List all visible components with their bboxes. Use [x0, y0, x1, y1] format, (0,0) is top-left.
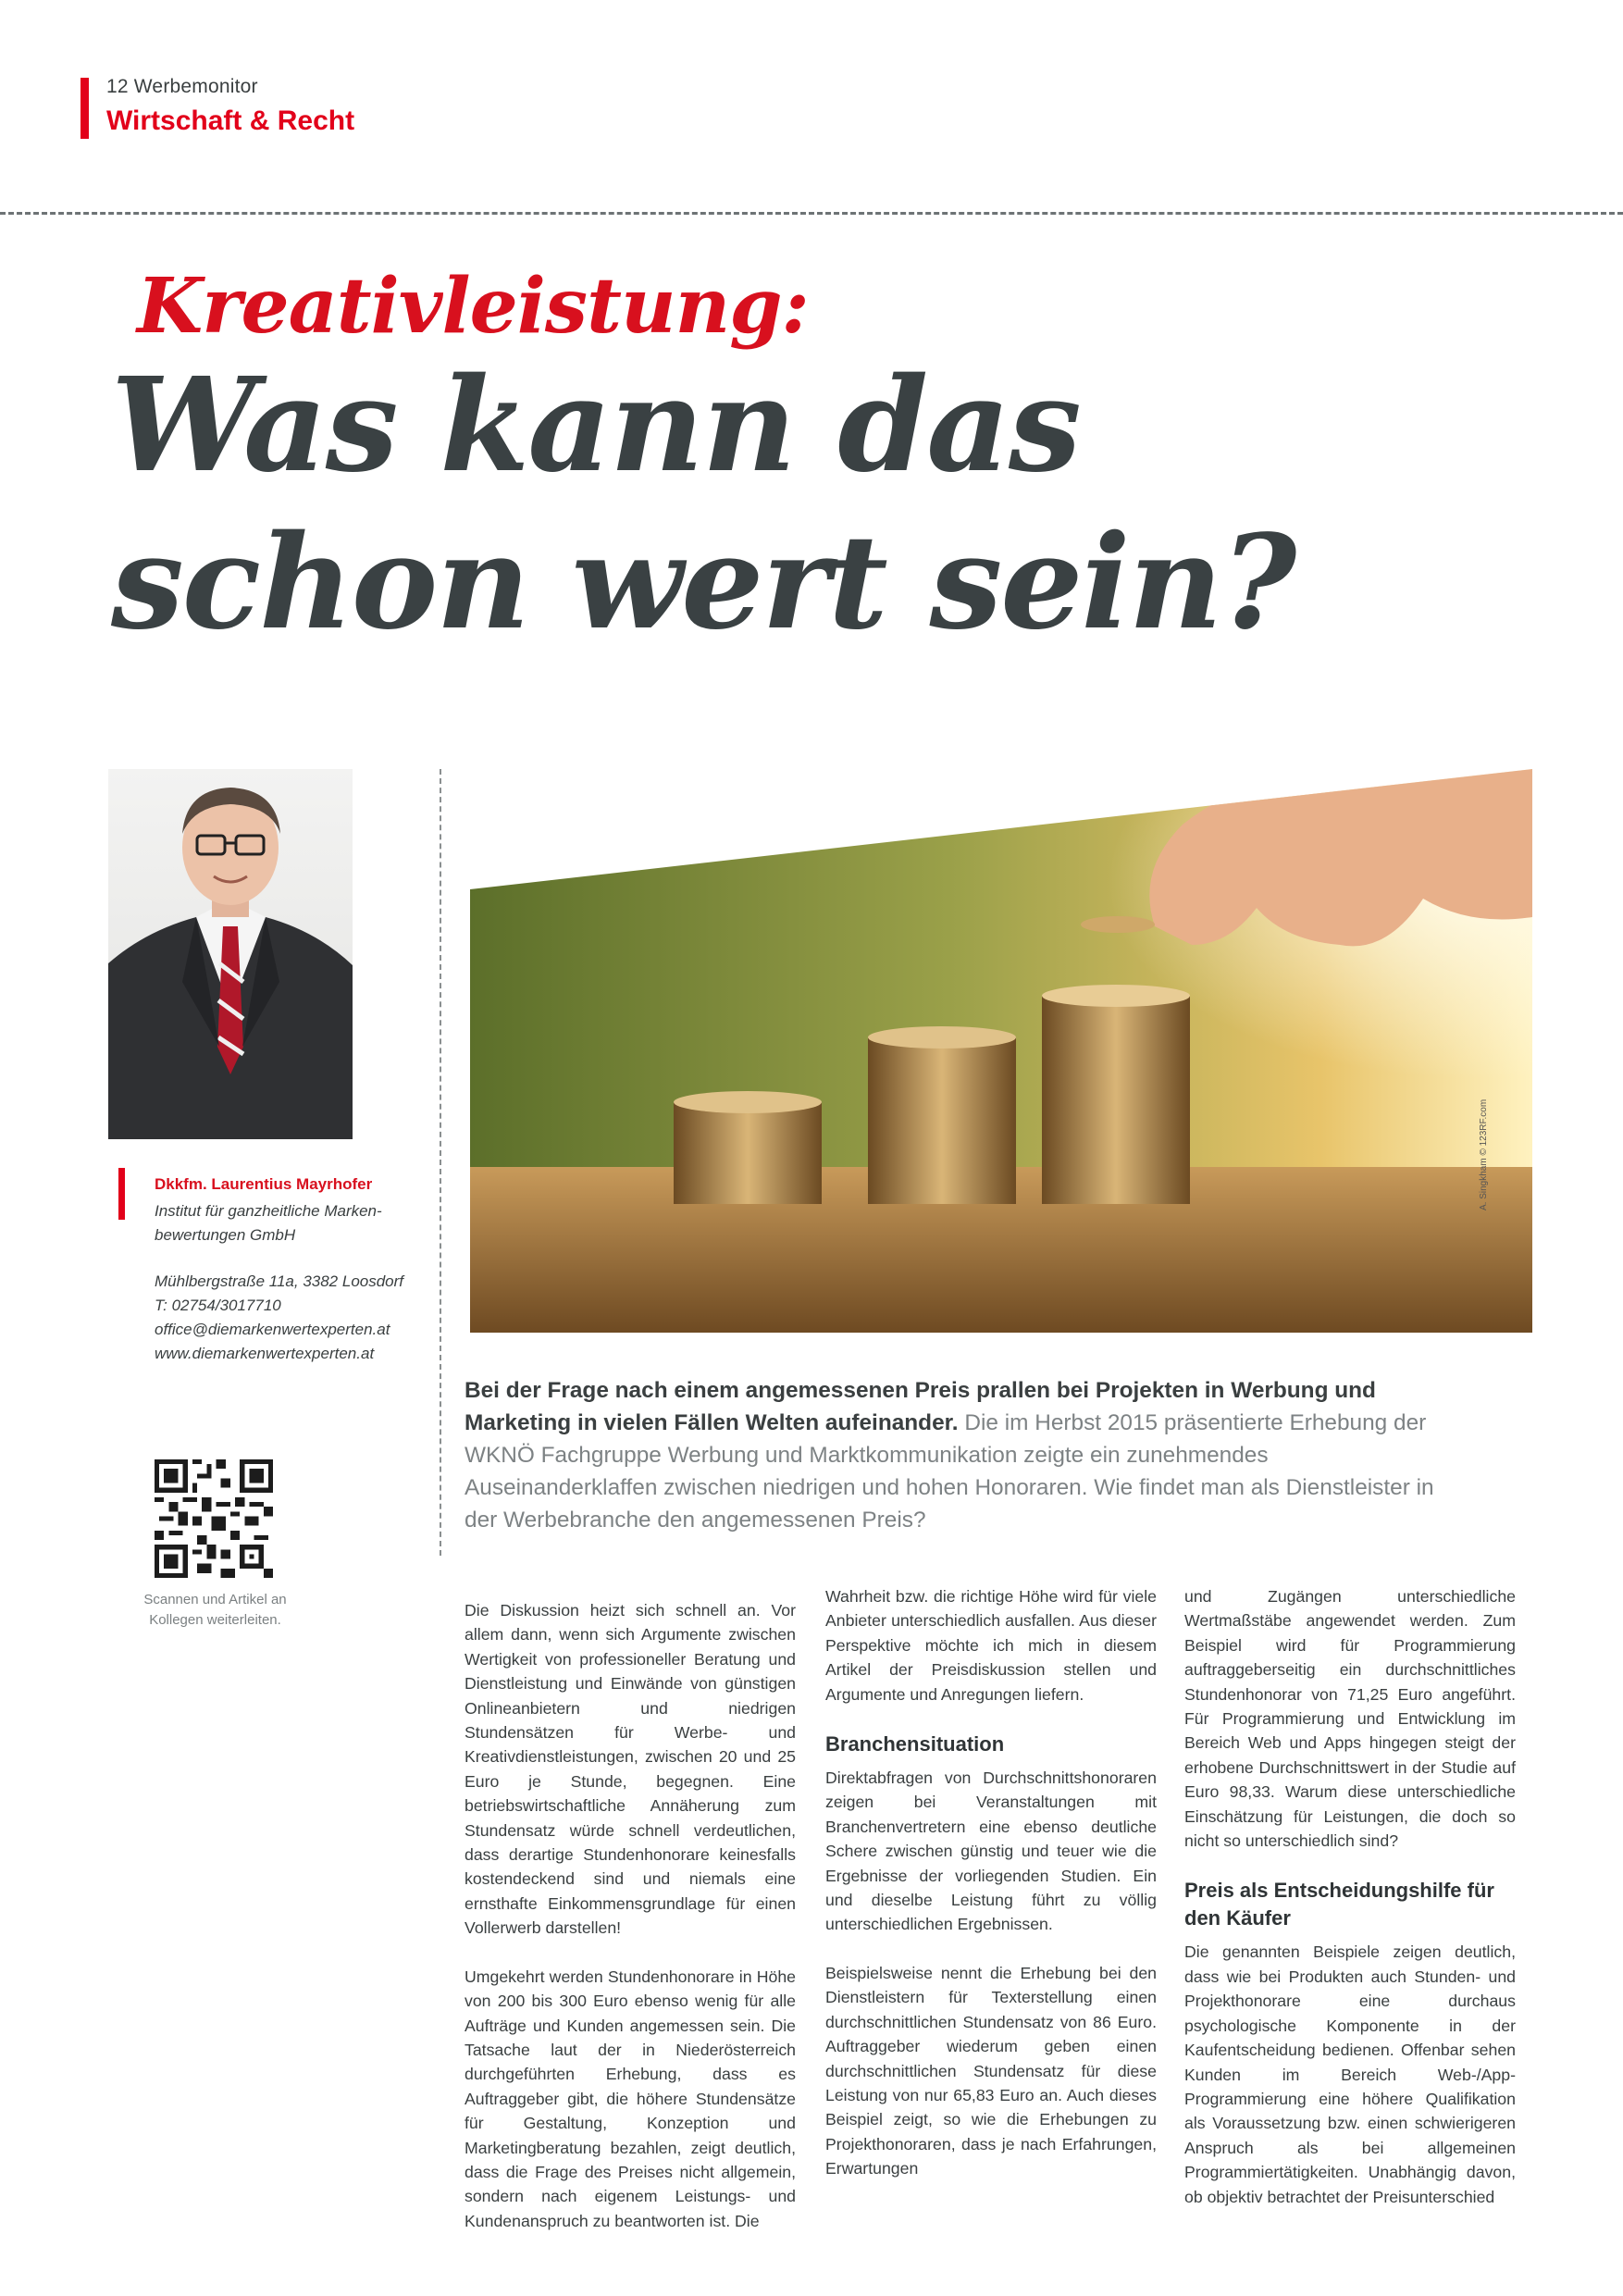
column-divider	[440, 769, 441, 1556]
body-column-3	[1184, 1584, 1516, 2233]
author-email[interactable]: office@diemarkenwertexperten.at	[155, 1321, 390, 1338]
author-website[interactable]: www.diemarkenwertexperten.at	[155, 1345, 375, 1362]
body-paragraph: Die Diskussion heizt sich schnell an. Vor allem dann, wenn sich Argumente zwischen Wertigkeit von professioneller Beratung und Dienstleistung und Einwände von günstigen Onlineanbietern und niedrigen Stundensätzen für Werbe- und Kreativdienstleistungen, zwischen 20 und 25 Euro je Stunde, begegnen. Eine betriebswirtschaftliche Annäherung zum Stundensatz würde schnell verdeutlichen, dass derartige Stundenhonorare keinesfalls kostendeckend sind und niemals eine ernsthafte Einkommensgrundlage für einen Vollerwerb darstellen!	[465, 1601, 796, 1938]
qr-caption	[111, 1590, 319, 1631]
headline-line-2: schon wert sein?	[111, 507, 1295, 659]
body-column-1	[465, 1598, 796, 2257]
section-marker-bar	[81, 78, 89, 139]
qr-caption-line-1: Scannen und Artikel an	[143, 1592, 287, 1607]
page-info: 12 Werbemonitor	[106, 76, 258, 97]
body-paragraph: und Zugängen unterschiedliche Wertmaßstäbe angewendet werden. Zum Beispiel wird für Programmierung auftraggeberseitig ein durchschnittliches Stundenhonorar von 71,25 Euro angeführt. Für Programmierung und Entwicklung im Bereich Web und Apps hingegen steigt der erhobene Durchschnittswert in der Studie auf Euro 98,33. Warum diese unterschiedliche Einschätzung für Leistungen, die doch so nicht so unterschiedlich sind?	[1184, 1587, 1516, 1851]
subheading-preis: Preis als Entscheidungshilfe für den Käufer	[1184, 1879, 1494, 1930]
body-paragraph: Beispielsweise nennt die Erhebung bei den Dienstleistern für Texterstellung einen durchschnittlichen Stundensatz von 86 Euro. Auftraggeber wiederum geben einen durchschnittlichen Stundensatz für diese Leistung von nur 65,83 Euro an. Auch dieses Beispiel zeigt, so wie die Erhebungen zu Projekthonoraren, dass je nach Erfahrungen, Erwartungen	[825, 1963, 1157, 2178]
section-title: Wirtschaft & Recht	[106, 105, 355, 136]
subheading-branchensituation: Branchensituation	[825, 1732, 1005, 1756]
body-column-2	[825, 1584, 1157, 2205]
author-org-line-1: Institut für ganzheitliche Marken-	[155, 1202, 382, 1220]
headline-line-1: Was kann das	[111, 350, 1080, 502]
author-name: Dkkfm. Laurentius Mayrhofer	[155, 1175, 373, 1193]
qr-caption-line-2: Kollegen weiterleiten.	[149, 1612, 281, 1628]
author-portrait	[108, 769, 353, 1139]
lead-bold: Bei der Frage nach einem angemessenen Preis prallen bei Projekten in Werbung und Marketing in vielen Fällen Welten aufeinander.	[465, 1378, 1376, 1435]
body-paragraph: Direktabfragen von Durchschnittshonoraren zeigen bei Veranstaltungen mit Branchenvertretern eine ebenso deutliche Schere zwischen günstig und teuer wie die Ergebnisse der vorliegenden Studien. Ein und dieselbe Leistung führt zu völlig unterschiedlichen Ergebnissen.	[825, 1769, 1157, 1934]
author-phone: T: 02754/3017710	[155, 1297, 281, 1314]
body-paragraph: Die genannten Beispiele zeigen deutlich, dass wie bei Produkten auch Stunden- und Projekthonorare eine durchaus psychologische Komponente in der Kaufentscheidung bedienen. Offenbar sehen Kunden im Bereich Web-/App-Programmierung eine höhere Qualifikation als Voraussetzung bzw. einen schwierigeren Anspruch als bei allgemeinen Programmiertätigkeiten. Unabhängig davon, ob objektiv betrachtet der Preisunterschied	[1184, 1942, 1516, 2206]
body-paragraph: Umgekehrt werden Stundenhonorare in Höhe von 200 bis 300 Euro ebenso wenig für alle Aufträge und Kunden angemessen sein. Die Tatsache laut der in Niederösterreich durchgeführten Erhebung, dass es Auftraggeber gibt, die höhere Stundensätze für Gestaltung, Konzeption und Marketingberatung bezahlen, zeigt deutlich, dass die Frage des Preises nicht allgemein, sondern nach eigenem Leistungs- und Kundenanspruch zu beantworten ist. Die	[465, 1967, 796, 2230]
qr-code[interactable]	[155, 1459, 273, 1578]
lead-rest: Die im Herbst 2015 präsentierte Erhebung der WKNÖ Fachgruppe Werbung und Marktkommunikation zeigte ein zunehmendes Auseinanderklaffen zwischen niedrigen und hohen Honoraren. Wie findet man als Dienstleister in der Werbebranche den angemessenen Preis?	[465, 1410, 1434, 1533]
coins-photo	[470, 769, 1532, 1333]
author-org-line-2: bewertungen GmbH	[155, 1226, 296, 1244]
lead-paragraph	[465, 1374, 1459, 1536]
photo-credit: A. Singkham © 123RF.com	[1479, 1098, 1489, 1210]
author-marker-bar	[118, 1168, 125, 1220]
body-paragraph: Wahrheit bzw. die richtige Höhe wird für viele Anbieter unterschiedlich ausfallen. Aus dieser Perspektive möchte ich mich in diesem Artikel der Preisdiskussion stellen und Argumente und Anregungen liefern.	[825, 1587, 1157, 1704]
author-address: Mühlbergstraße 11a, 3382 Loosdorf	[155, 1272, 404, 1290]
header-divider	[0, 212, 1623, 215]
headline-kicker: Kreativleistung:	[137, 262, 809, 351]
